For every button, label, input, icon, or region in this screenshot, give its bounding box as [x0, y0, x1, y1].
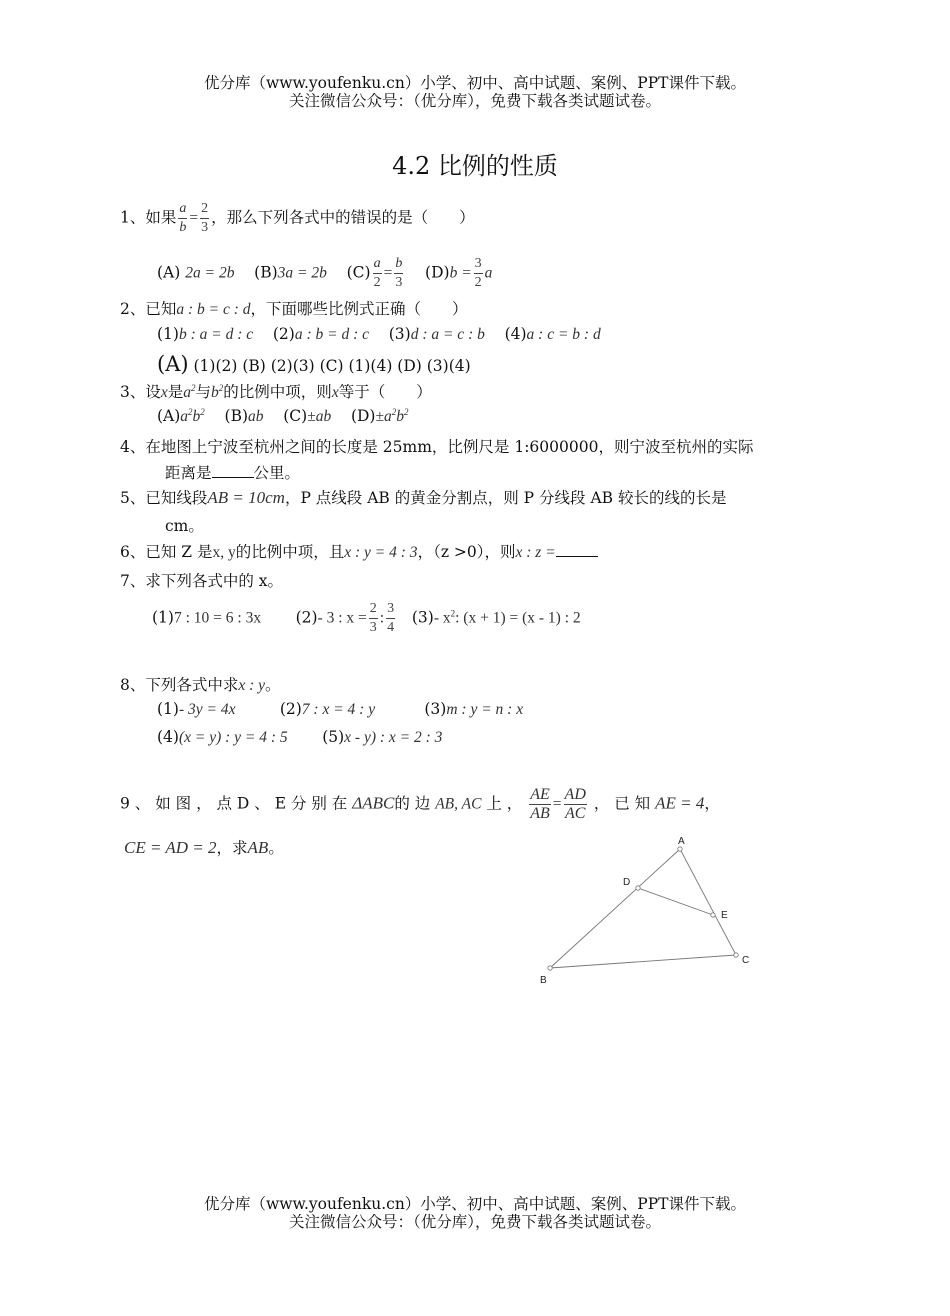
q8-o2: 7 : x = 4 : y: [301, 701, 376, 718]
q2-expr: a : b = c : d: [176, 301, 251, 318]
q8-row-1: [157, 700, 523, 719]
q4-line2b: 公里。: [253, 464, 301, 482]
q8-o2-label: (2): [279, 700, 302, 718]
q7-frac-23: $\frac{2}{3}$: [369, 601, 377, 635]
label-c: C: [742, 955, 750, 966]
q9-p6: ，求: [216, 839, 248, 857]
point-b: [548, 966, 552, 970]
q8-o4: (x = y) : y = 4 : 5: [178, 729, 288, 746]
label-e: E: [721, 910, 728, 921]
q9-triangle: ΔABC: [352, 793, 395, 813]
q1-option-b: 3a = 2b: [277, 264, 327, 282]
q3-p1: 3、设: [120, 383, 161, 401]
q9-line-2: [124, 836, 284, 858]
q7-o1: 7 : 10 = 6 : 3x: [173, 609, 262, 627]
q3-oa: $a^2b^2$: [180, 407, 205, 426]
q3-b2: $b^2$: [211, 382, 224, 401]
segment-ac: [680, 849, 736, 955]
q9-end: 。: [268, 839, 284, 857]
q5-expr: AB = 10cm: [207, 488, 285, 507]
q1-option-a-label: (A): [157, 263, 181, 282]
q3-p3: 与: [195, 383, 212, 401]
question-9: 9 、 如 图 ， 点 D 、 E 分 别 在 ΔABC的 边 AB, AC 上 ， $\frac{AE}{AB}$ = $\frac{AD}{AC}$ ， 已 知 AE = 4，: [120, 786, 720, 822]
q5-line-2: cm。: [165, 517, 204, 535]
footer-line-2: 关注微信公众号：（优分库），免费下载各类试题试卷。: [288, 1213, 661, 1231]
q2-suffix: ，下面哪些比例式正确（ ）: [250, 300, 468, 318]
q9-p5: ，: [704, 794, 720, 813]
q8-o3: m : y = n : x: [446, 701, 524, 718]
q3-ob-label: (B): [224, 407, 249, 426]
q9-frac-ad-ac: $\frac{AD}{AC}$: [564, 786, 586, 822]
q3-x: x: [160, 384, 168, 401]
q2-o4-label: (4): [504, 325, 527, 343]
segment-bc: [550, 955, 736, 968]
q3-oa-label: (A): [157, 407, 181, 426]
q2-choices-text: (1)(2) (B) (2)(3) (C) (1)(4) (D) (3)(4): [193, 357, 471, 375]
triangle-figure: [530, 830, 760, 995]
q1-fraction-ab: $\frac{a}{b}$: [179, 201, 187, 235]
q3-a2: $a^2$: [183, 382, 196, 401]
segment-ab: [550, 849, 680, 968]
q8-row-2: [157, 728, 442, 747]
q7-title: 7、求下列各式中的 x。: [120, 572, 284, 590]
header-line-2: 关注微信公众号：（优分库），免费下载各类试题试卷。: [288, 92, 661, 110]
q5-suffix: ，P 点线段 AB 的黄金分割点，则 P 分线段 AB 较长的线的长是: [284, 489, 727, 507]
q1-option-a: 2a = 2b: [185, 264, 235, 282]
q4-line-2: [165, 461, 300, 483]
q4-line2a: 距离是: [165, 464, 212, 482]
label-a: A: [678, 836, 685, 847]
q8-o5: x - y) : x = 2 : 3: [344, 729, 443, 746]
q3-p2: 是: [167, 383, 184, 401]
q1-option-d-frac: $\frac{3}{2}$: [474, 256, 482, 290]
q2-o2: a : b = d : c: [294, 326, 369, 343]
page-title: 4.2 比例的性质: [392, 152, 558, 180]
q8-ask: x : y: [238, 677, 266, 694]
q7-frac-34: $\frac{3}{4}$: [387, 601, 395, 635]
q3-od-label: (D): [350, 407, 376, 426]
question-5: [120, 486, 726, 508]
q3-x2: x: [331, 384, 339, 401]
q1-options: (A) 2a = 2b (B)3a = 2b (C) $\frac{a}{2}$ = $\frac{b}{3}$ (D)b = $\frac{3}{2}$ a: [157, 256, 493, 290]
segment-de: [638, 888, 713, 915]
label-d: D: [623, 877, 631, 888]
q3-p5: 等于（ ）: [338, 383, 432, 401]
q1-option-b-label: (B): [254, 263, 278, 282]
q8-end: 。: [265, 676, 281, 694]
q6-mid: 的比例中项，且: [235, 543, 345, 561]
q7-o3-label: (3): [411, 608, 434, 627]
q7-o2: - 3 : x =: [317, 609, 367, 627]
q3-p4: 的比例中项，则: [223, 383, 332, 401]
q3-oc: ±ab: [307, 408, 332, 426]
q7-o3: - x: [433, 609, 451, 627]
q3-ob: ab: [248, 408, 264, 426]
q9-p1: 9 、 如 图 ， 点 D 、 E 分 别 在: [120, 794, 348, 813]
q2-o4: a : c = b : d: [526, 326, 601, 343]
q1-option-c-frac2: $\frac{b}{3}$: [395, 256, 403, 290]
q1-option-d-label: (D): [425, 263, 450, 282]
q6-cond: ，（z >0），则: [417, 543, 516, 561]
q6-answer-blank[interactable]: [556, 542, 598, 557]
q1-fraction-23: $\frac{2}{3}$: [201, 201, 209, 235]
q1-option-d-right: a: [484, 264, 493, 282]
q8-o5-label: (5): [322, 728, 345, 746]
point-e: [711, 913, 715, 917]
q6-expr: x : y = 4 : 3: [344, 544, 418, 561]
q2-choices: [157, 352, 471, 376]
label-b: B: [540, 975, 547, 986]
q4-line-1: 4、在地图上宁波至杭州之间的长度是 25mm，比例尺是 1:6000000，则宁波至杭州的实际: [120, 438, 754, 456]
question-6: [120, 540, 598, 562]
q8-title-line: [120, 673, 281, 695]
q2-prefix: 2、已知: [120, 300, 177, 318]
footer-line-1: 优分库（www.youfenku.cn）小学、初中、高中试题、案例、PPT课件下载。: [203, 1195, 747, 1213]
q9-frac-ae-ab: $\frac{AE}{AB}$: [530, 786, 550, 822]
q6-xy: x, y: [212, 544, 236, 561]
q7-o2-label: (2): [295, 608, 318, 627]
q9-ask: AB: [247, 838, 269, 857]
q8-o3-label: (3): [424, 700, 447, 718]
question-2: [120, 297, 468, 319]
q2-options: [157, 325, 601, 344]
q6-ask: x : z =: [515, 544, 556, 561]
q2-o3-label: (3): [388, 325, 411, 343]
point-c: [734, 953, 738, 957]
q6-prefix: 6、已知 Z 是: [120, 543, 213, 561]
q2-o1: b : a = d : c: [178, 326, 254, 343]
q2-choice-a-label: (A): [157, 352, 189, 376]
point-a: [678, 847, 682, 851]
q9-line2: CE = AD = 2: [124, 838, 217, 857]
q8-o1-label: (1): [157, 700, 179, 718]
q9-given: AE = 4: [655, 793, 705, 813]
q9-p4: ， 已 知: [593, 794, 651, 813]
question-1: 1、如果 $\frac{a}{b}$ = $\frac{2}{3}$ ，那么下列各式中的错误的是（ ）: [120, 201, 475, 235]
q1-option-d-left: b =: [449, 264, 472, 282]
q2-o1-label: (1): [157, 325, 179, 343]
q1-suffix: ，那么下列各式中的错误的是（ ）: [211, 208, 475, 227]
q8-o4-label: (4): [157, 728, 179, 746]
q4-answer-blank[interactable]: [212, 463, 254, 478]
q2-o3: d : a = c : b: [410, 326, 485, 343]
q3-options: [157, 407, 408, 426]
q9-p2: 的 边: [394, 794, 431, 813]
q9-sides: AB, AC: [435, 795, 482, 813]
point-d: [636, 886, 640, 890]
q7-o3-rest: : (x + 1) = (x - 1) : 2: [455, 609, 581, 627]
q9-p3: 上 ，: [486, 794, 523, 813]
q1-option-c-frac1: $\frac{a}{2}$: [373, 256, 381, 290]
q7-items: (1)7 : 10 = 6 : 3x (2)- 3 : x = $\frac{2}{3}$ : $\frac{3}{4}$ (3)- $x^2$: (x + 1) = (x - 1) : 2: [152, 601, 581, 635]
q5-prefix: 5、已知线段: [120, 489, 208, 507]
q8-title: 8、下列各式中求: [120, 676, 239, 694]
question-3: [120, 380, 432, 402]
q3-oc-label: (C): [283, 407, 308, 426]
q1-option-c-label: (C): [346, 263, 371, 282]
q8-o1: - 3y = 4x: [178, 701, 236, 718]
q3-od: $\pm a^2b^2$: [375, 407, 409, 426]
q7-o1-label: (1): [152, 608, 174, 627]
header-line-1: 优分库（www.youfenku.cn）小学、初中、高中试题、案例、PPT课件下载。: [203, 74, 747, 92]
q2-o2-label: (2): [272, 325, 295, 343]
q1-prefix: 1、如果: [120, 208, 177, 227]
